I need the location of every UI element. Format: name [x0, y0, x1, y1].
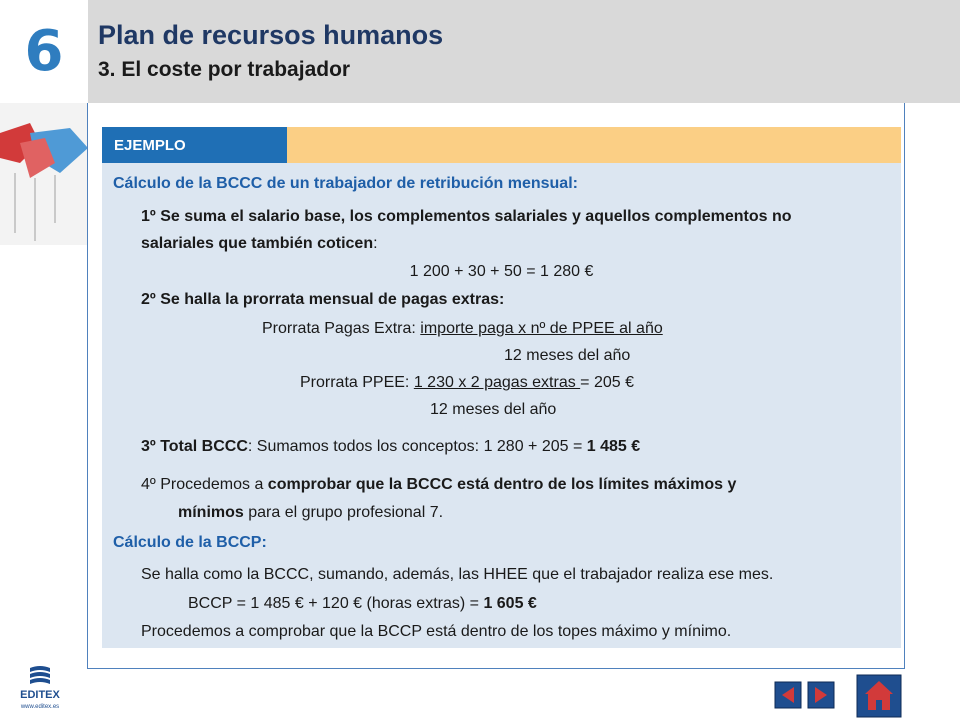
- example-panel: [102, 127, 901, 648]
- logo-text: EDITEX: [20, 689, 60, 701]
- formula-denominator: 12 meses del año: [504, 347, 631, 364]
- step4-plain: Procedemos a: [160, 476, 268, 493]
- previous-button[interactable]: [773, 680, 803, 710]
- section2-title: Cálculo de la BCCP:: [113, 534, 267, 551]
- step1-colon: :: [373, 235, 378, 252]
- formula-line: [262, 319, 663, 339]
- header-bar: [88, 0, 960, 103]
- step1-line2: [141, 234, 378, 254]
- prppee-line: [300, 373, 634, 393]
- bccp-line2: [188, 594, 537, 614]
- formula-label: Prorrata Pagas Extra:: [262, 320, 421, 337]
- page-subtitle: 3. El coste por trabajador: [98, 58, 351, 81]
- logo-url: www.editex.es: [20, 704, 60, 710]
- chapter-number: 6: [24, 19, 64, 84]
- step4-prefix: 4º: [141, 476, 161, 493]
- formula-numerator: importe paga x nº de PPEE al año: [420, 320, 663, 337]
- arrow-left-icon: [774, 681, 802, 709]
- step2-title: 2º Se halla la prorrata mensual de pagas extras:: [141, 291, 505, 308]
- step3-text: : Sumamos todos los conceptos: 1 280 + 205 =: [247, 438, 587, 455]
- prppee-label: Prorrata PPEE:: [300, 374, 414, 391]
- section1-title: Cálculo de la BCCC de un trabajador de retribución mensual:: [113, 175, 578, 192]
- arrow-right-icon: [807, 681, 835, 709]
- next-button[interactable]: [806, 680, 836, 710]
- step1-calc: 1 200 + 30 + 50 = 1 280 €: [409, 263, 594, 280]
- prppee-denominator: 12 meses del año: [430, 401, 557, 418]
- step4-rest: para el grupo profesional 7.: [243, 504, 444, 521]
- handshake-illustration: [0, 103, 88, 245]
- step1-bold: salariales que también coticen: [141, 235, 374, 252]
- home-icon: [856, 674, 902, 718]
- step4-line2: [178, 503, 443, 523]
- editex-logo: [10, 664, 70, 714]
- editex-logo-mark: [10, 664, 70, 714]
- page-title: Plan de recursos humanos: [98, 20, 444, 50]
- chapter-number-box: [0, 0, 88, 103]
- step4-line1: [141, 475, 736, 495]
- bccp-total: 1 605 €: [483, 595, 537, 612]
- bccp-line1: Se halla como la BCCC, sumando, además, las HHEE que el trabajador realiza ese mes.: [141, 566, 774, 583]
- example-tag-bar: [287, 127, 901, 163]
- prppee-numerator: 1 230 x 2 pagas extras: [413, 374, 581, 391]
- prppee-result: = 205 €: [580, 374, 634, 391]
- step4-bold: comprobar que la BCCC está dentro de los límites máximos y: [267, 476, 737, 493]
- step3-total: 1 485 €: [586, 438, 641, 455]
- example-tag: EJEMPLO: [102, 127, 287, 163]
- bccp-line3: Procedemos a comprobar que la BCCP está dentro de los topes máximo y mínimo.: [141, 623, 732, 640]
- step3-line: [141, 437, 640, 457]
- step1-line1: 1º Se suma el salario base, los complementos salariales y aquellos complementos no: [141, 208, 792, 225]
- bccp-formula: BCCP = 1 485 € + 120 € (horas extras) =: [188, 595, 484, 612]
- step3-label: 3º Total BCCC: [141, 438, 248, 455]
- step4-minimos: mínimos: [178, 504, 244, 521]
- home-button[interactable]: [856, 674, 902, 718]
